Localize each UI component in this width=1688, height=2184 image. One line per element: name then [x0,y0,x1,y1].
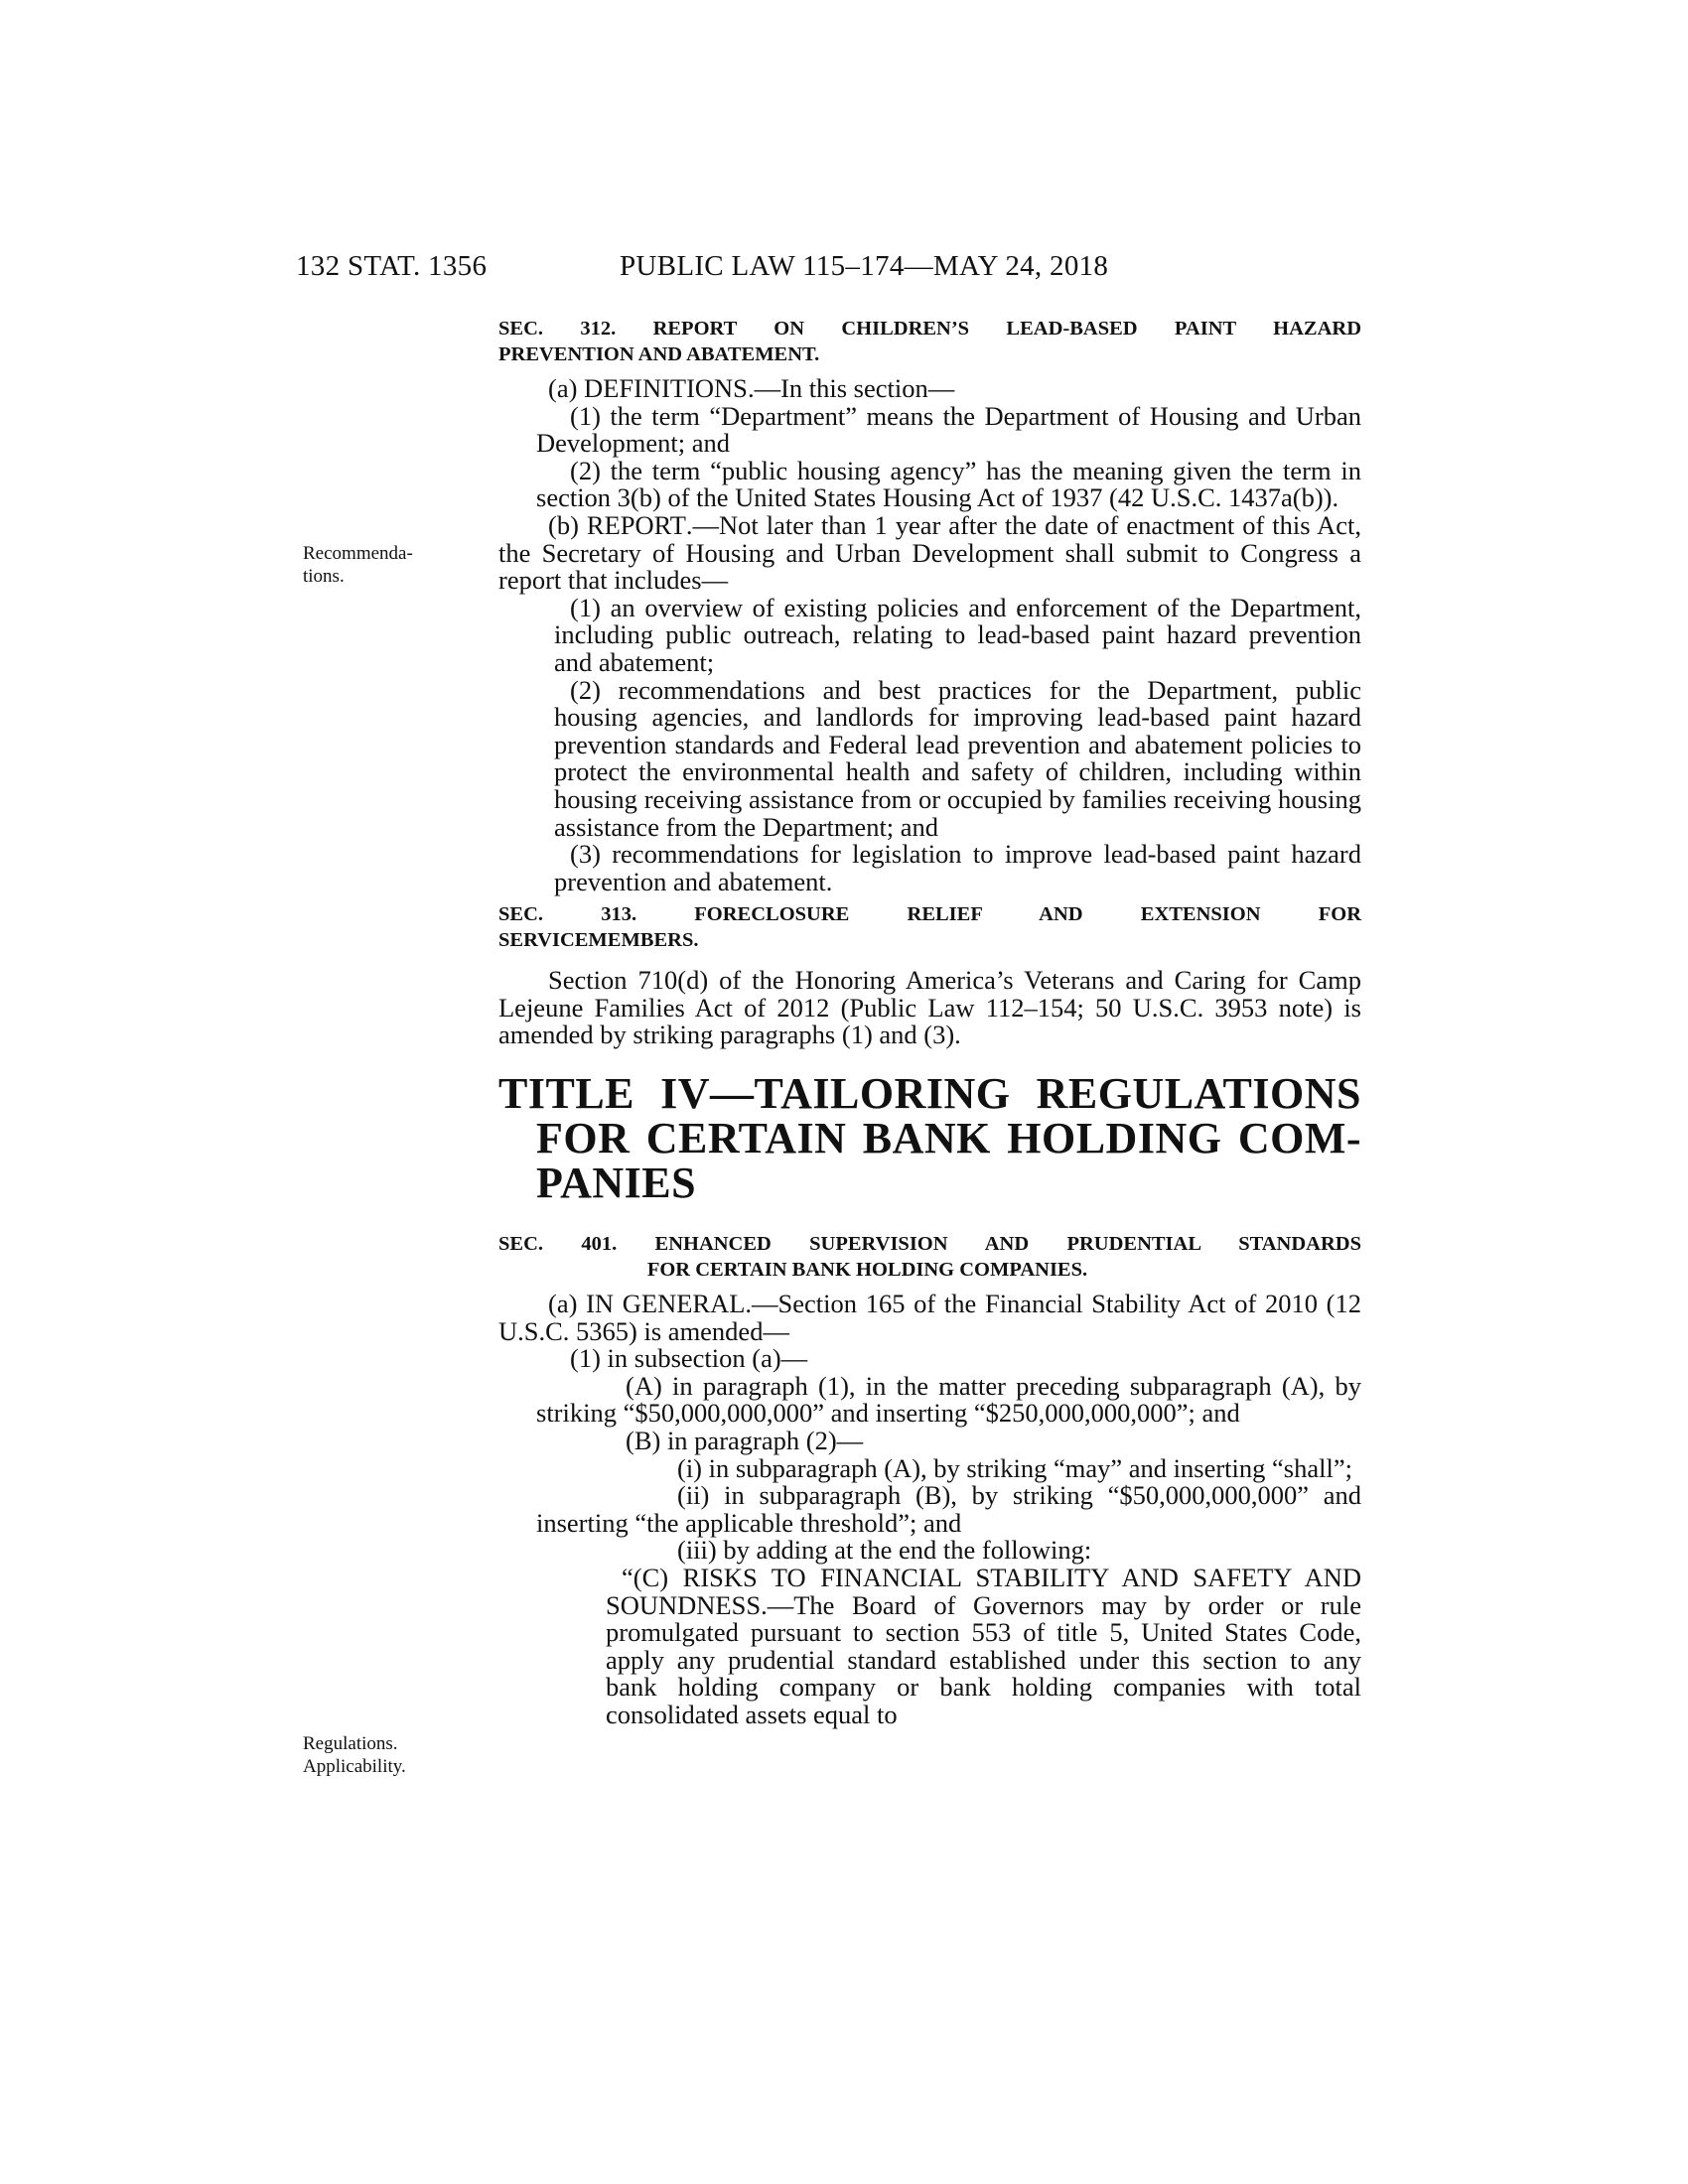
section-401-heading [498,1231,1361,1283]
clause-i: (i) in subparagraph (A), by striking “may” and inserting “shall”; [677,1452,1352,1483]
page-stat-number: 132 STAT. 1356 [296,250,488,282]
section-heading-line: SEC. 313. FORECLOSURE RELIEF AND EXTENSION FOR [498,903,1361,926]
clause-iii: (iii) by adding at the end the following: [677,1535,1092,1566]
margin-note-regulations [303,1732,472,1778]
title-iv-heading: TITLE IV—TAILORING REGULATIONS FOR CERTAIN BANK HOLDING COM- PANIES [498,1069,1361,1208]
subsection-b-report: (b) REPORT.—Not later than 1 year after the date of enactment of this Act, the Secretary of Housing and Urban Development shall submit to Congress a report that includes— [498,509,1362,596]
report-item-1: (1) an overview of existing policies and enforcement of the Department, including public outreach, relating to lead-based paint hazard prevention and abatement; [554,592,1361,677]
definition-1: (1) the term “Department” means the Department of Housing and Urban Development; and [536,400,1361,459]
report-item-3: (3) recommendations for legislation to improve lead-based paint hazard prevention and abatement. [554,839,1361,896]
subsection-a-in-general: (a) IN GENERAL.—Section 165 of the Financial Stability Act of 2010 (12 U.S.C. 5365) is amended— [498,1289,1361,1346]
margin-note-text: Recommenda- tions. [303,543,413,587]
subparagraph-a: (A) in paragraph (1), in the matter preceding subparagraph (A), by striking “$50,000,000,000” and inserting “$250,000,000,000”; and [536,1370,1361,1429]
margin-note-text: Regulations. Applicability. [303,1733,406,1777]
section-313-body: Section 710(d) of the Honoring America’s Veterans and Caring for Camp Lejeune Families Act of 2012 (Public Law 112–154; 50 U.S.C. 3953 note) is amended by striking paragraphs (1) and (3). [498,965,1361,1050]
margin-note-recommendations [303,542,472,588]
section-312-heading [498,316,1361,367]
section-313-heading [498,901,1361,953]
section-heading-line: SEC. 312. REPORT ON CHILDREN’S LEAD-BASED PAINT HAZARD [498,318,1361,340]
definition-2: (2) the term “public housing agency” has the meaning given the term in section 3(b) of the United States Housing Act of 1937 (42 U.S.C. 1437a(b)). [536,455,1361,513]
clause-ii: (ii) in subparagraph (B), by striking “$50,000,000,000” and inserting “the applicable threshold”; and [536,1480,1361,1538]
report-item-2: (2) recommendations and best practices for the Department, public housing agencies, and landlords for improving lead-based paint hazard prevention standards and Federal lead prevention and abatement policies to protect the environmental health and safety of children, including within housing receiving assistance from or occupied by families receiving housing assistance from the Department; and [554,674,1361,842]
section-heading-line: FOR CERTAIN BANK HOLDING COMPANIES. [646,1259,1088,1282]
running-head: PUBLIC LAW 115–174—MAY 24, 2018 [620,250,1109,282]
document-body [498,316,1361,1729]
subparagraph-b: (B) in paragraph (2)— [626,1426,864,1456]
subsection-a-definitions: (a) DEFINITIONS.—In this section— [548,373,955,403]
section-heading-line: SEC. 401. ENHANCED SUPERVISION AND PRUDENTIAL STANDARDS [498,1233,1361,1256]
section-heading-line: SERVICEMEMBERS. [498,929,699,952]
section-heading-line: PREVENTION AND ABATEMENT. [498,343,820,365]
paragraph-1: (1) in subsection (a)— [570,1343,808,1374]
inserted-subparagraph-c: “(C) RISKS TO FINANCIAL STABILITY AND SAFETY AND SOUNDNESS.—The Board of Governors may by order or rule promulgated pursuant to section 553 of title 5, United States Code, apply any prudential standard established under this section to any bank holding company or bank holding companies with total consolidated assets equal to [606,1563,1361,1729]
